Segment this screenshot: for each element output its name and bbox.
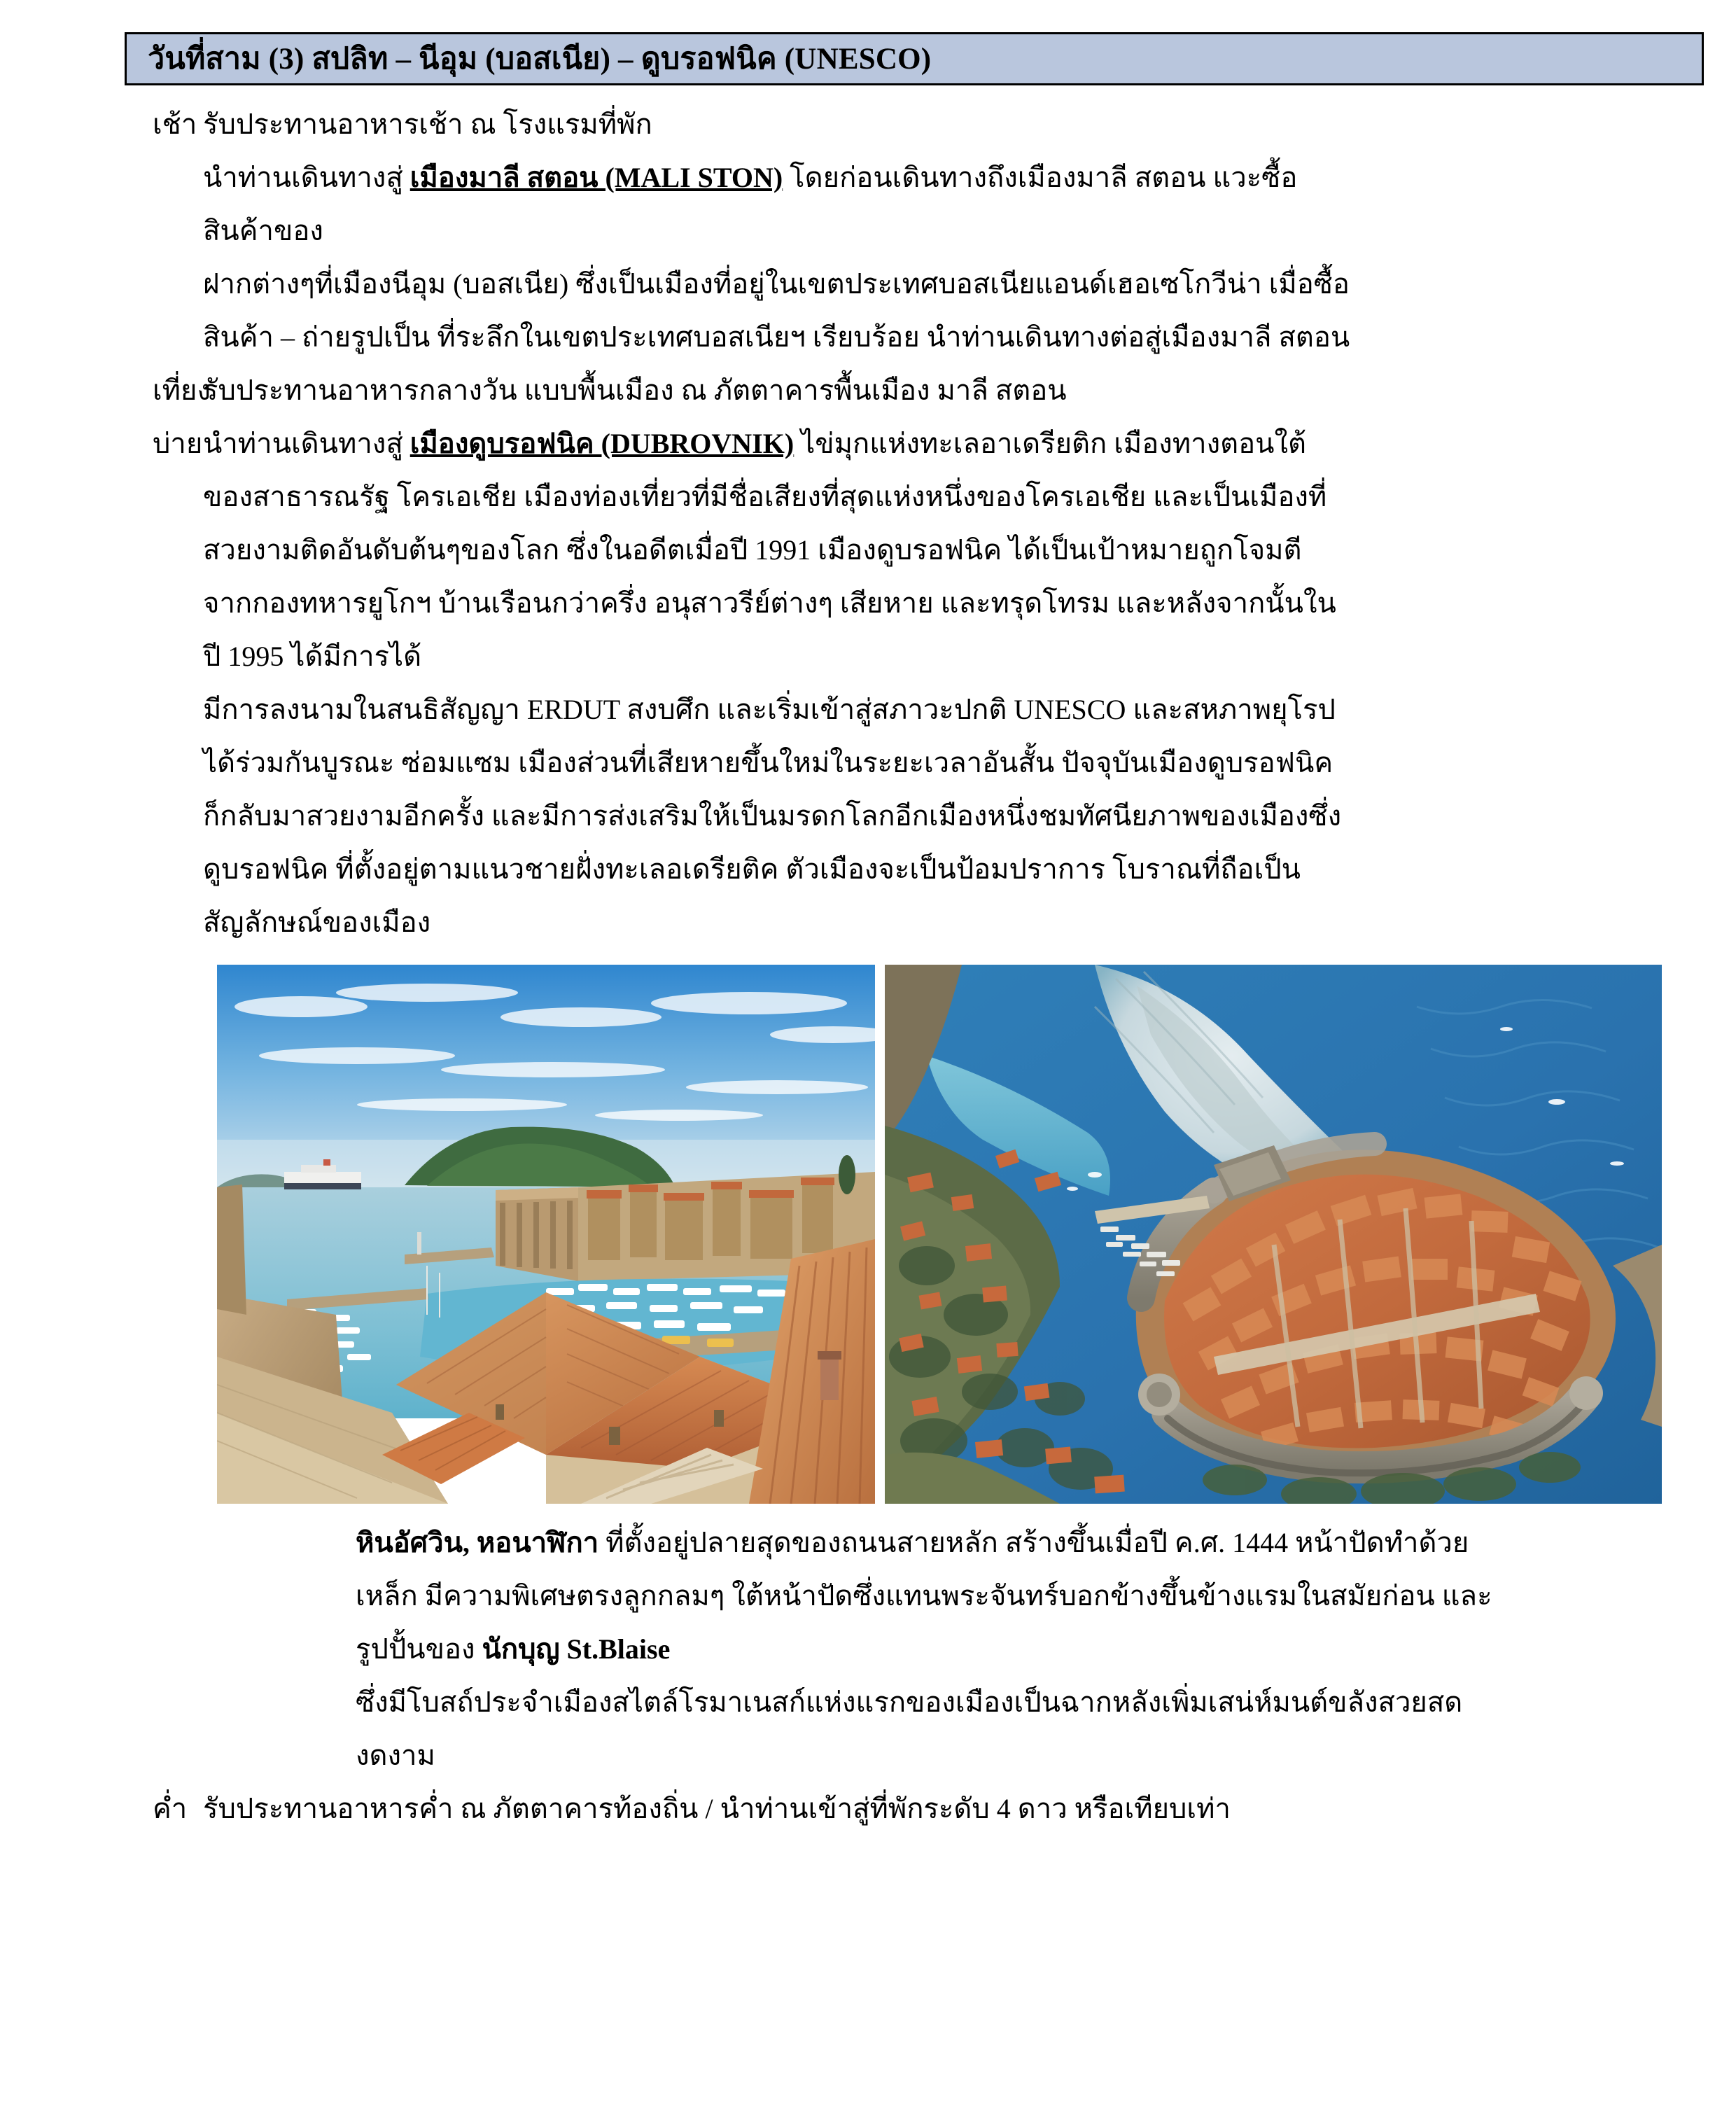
text-line: ฝากต่างๆที่เมืองนีอุม (บอสเนีย) ซึ่งเป็นเมืองที่อยู่ในเขตประเทศบอสเนียแอนด์เฮอเซโกวีน่า เมื่อซื้อ <box>203 268 1350 300</box>
section-afternoon <box>0 417 1736 949</box>
highlight-mali-ston: เมืองมาลี สตอน (MALI STON) <box>410 162 783 193</box>
section-evening <box>0 1782 1736 1836</box>
text-line: สวยงามติดอันดับต้นๆของโลก ซึ่งในอดีตเมื่อปี 1991 เมืองดูบรอฟนิค ได้เป็นเป้าหมายถูกโจมตี <box>203 534 1302 566</box>
text-line: ได้ร่วมกันบูรณะ ซ่อมแซม เมืองส่วนที่เสียหายขึ้นใหม่ในระยะเวลาอันสั้น ปัจจุบันเมืองดูบรอฟนิค <box>203 747 1334 778</box>
text-line: จากกองทหารยูโกฯ บ้านเรือนกว่าครึ่ง อนุสาวรีย์ต่างๆ เสียหาย และทรุดโทรม และหลังจากนั้นใน <box>203 587 1336 619</box>
text-line-dubrovnik <box>203 417 1589 470</box>
section-label-morning: เช้า <box>153 109 197 140</box>
day-header-bar <box>125 32 1704 85</box>
caption-line: งดงาม <box>356 1740 435 1771</box>
text-line: รับประทานอาหารเช้า ณ โรงแรมที่พัก <box>203 109 652 140</box>
figure-row <box>217 965 1736 1504</box>
section-label-evening: ค่ำ <box>153 1793 188 1824</box>
highlight-st-blaise: นักบุญ St.Blaise <box>482 1633 671 1665</box>
text-run: นำท่านเดินทางสู่ <box>203 428 410 459</box>
dubrovnik-old-harbour-photo <box>217 965 875 1504</box>
text-run: ไข่มุกแห่งทะเลอาเดรียติก เมืองทางตอนใต้ <box>794 428 1307 459</box>
text-line: มีการลงนามในสนธิสัญญา ERDUT สงบศึก และเริ่มเข้าสู่สภาวะปกติ UNESCO และสหภาพยุโรป <box>203 694 1336 725</box>
text-line: ปี 1995 ได้มีการได้ <box>203 641 422 672</box>
caption-line-clock-tower <box>356 1516 1589 1570</box>
caption-line-st-blaise <box>356 1623 1589 1676</box>
section-noon <box>0 364 1736 417</box>
section-morning <box>0 98 1736 364</box>
text-line: รับประทานอาหารค่ำ ณ ภัตตาคารท้องถิ่น / นำท่านเข้าสู่ที่พักระดับ 4 ดาว หรือเทียบเท่า <box>203 1793 1231 1824</box>
landmark-caption-block <box>0 1516 1736 1782</box>
text-line: รับประทานอาหารกลางวัน แบบพื้นเมือง ณ ภัตตาคารพื้นเมือง มาลี สตอน <box>203 375 1067 406</box>
text-line: ดูบรอฟนิค ที่ตั้งอยู่ตามแนวชายฝั่งทะเลอเดรียติค ตัวเมืองจะเป็นป้อมปราการ โบราณที่ถือเป็น <box>203 853 1301 885</box>
highlight-clock-tower: หินอัศวิน, หอนาฬิกา <box>356 1527 599 1558</box>
text-line: สัญลักษณ์ของเมือง <box>203 907 431 938</box>
day-header-title: วันที่สาม (3) สปลิท – นีอุม (บอสเนีย) – ดูบรอฟนิค (UNESCO) <box>148 42 932 76</box>
section-body-morning <box>203 98 1736 364</box>
text-run: โดยก่อนเดินทางถึงเมืองมาลี สตอน แวะซื้อ <box>783 162 1298 193</box>
text-line-mali-ston <box>203 151 1589 204</box>
itinerary-content <box>0 98 1736 1836</box>
section-body-noon <box>203 364 1736 417</box>
caption-line: ซึ่งมีโบสถ์ประจำเมืองสไตล์โรมาเนสก์แห่งแรกของเมืองเป็นฉากหลังเพิ่มเสน่ห์มนต์ขลังสวยสด <box>356 1686 1463 1718</box>
text-line: ของสาธารณรัฐ โครเอเชีย เมืองท่องเที่ยวที่มีชื่อเสียงที่สุดแห่งหนึ่งของโครเอเชีย และเป็นเมืองที่ <box>203 481 1327 512</box>
section-label-afternoon: บ่าย <box>153 428 203 459</box>
text-run: ที่ตั้งอยู่ปลายสุดของถนนสายหลัก สร้างขึ้นเมื่อปี ค.ศ. 1444 หน้าปัดทำด้วย <box>598 1527 1469 1558</box>
text-line: สินค้าของ <box>203 215 323 246</box>
section-body-afternoon <box>203 417 1736 949</box>
section-body-evening <box>203 1782 1736 1836</box>
highlight-dubrovnik: เมืองดูบรอฟนิค (DUBROVNIK) <box>410 428 794 459</box>
dubrovnik-aerial-photo <box>885 965 1662 1504</box>
text-run: นำท่านเดินทางสู่ <box>203 162 410 193</box>
text-run: รูปปั้นของ <box>356 1633 482 1665</box>
section-label-noon: เที่ยง <box>153 375 211 406</box>
text-line: ก็กลับมาสวยงามอีกครั้ง และมีการส่งเสริมให้เป็นมรดกโลกอีกเมืองหนึ่งชมทัศนียภาพของเมืองซึ่ง <box>203 800 1342 832</box>
text-line: สินค้า – ถ่ายรูปเป็น ที่ระลึกในเขตประเทศบอสเนียฯ เรียบร้อย นำท่านเดินทางต่อสู่เมืองมาลี สตอน <box>203 321 1350 353</box>
caption-line: เหล็ก มีความพิเศษตรงลูกกลมๆ ใต้หน้าปัดซึ่งแทนพระจันทร์บอกข้างขึ้นข้างแรมในสมัยก่อน และ <box>356 1580 1492 1612</box>
